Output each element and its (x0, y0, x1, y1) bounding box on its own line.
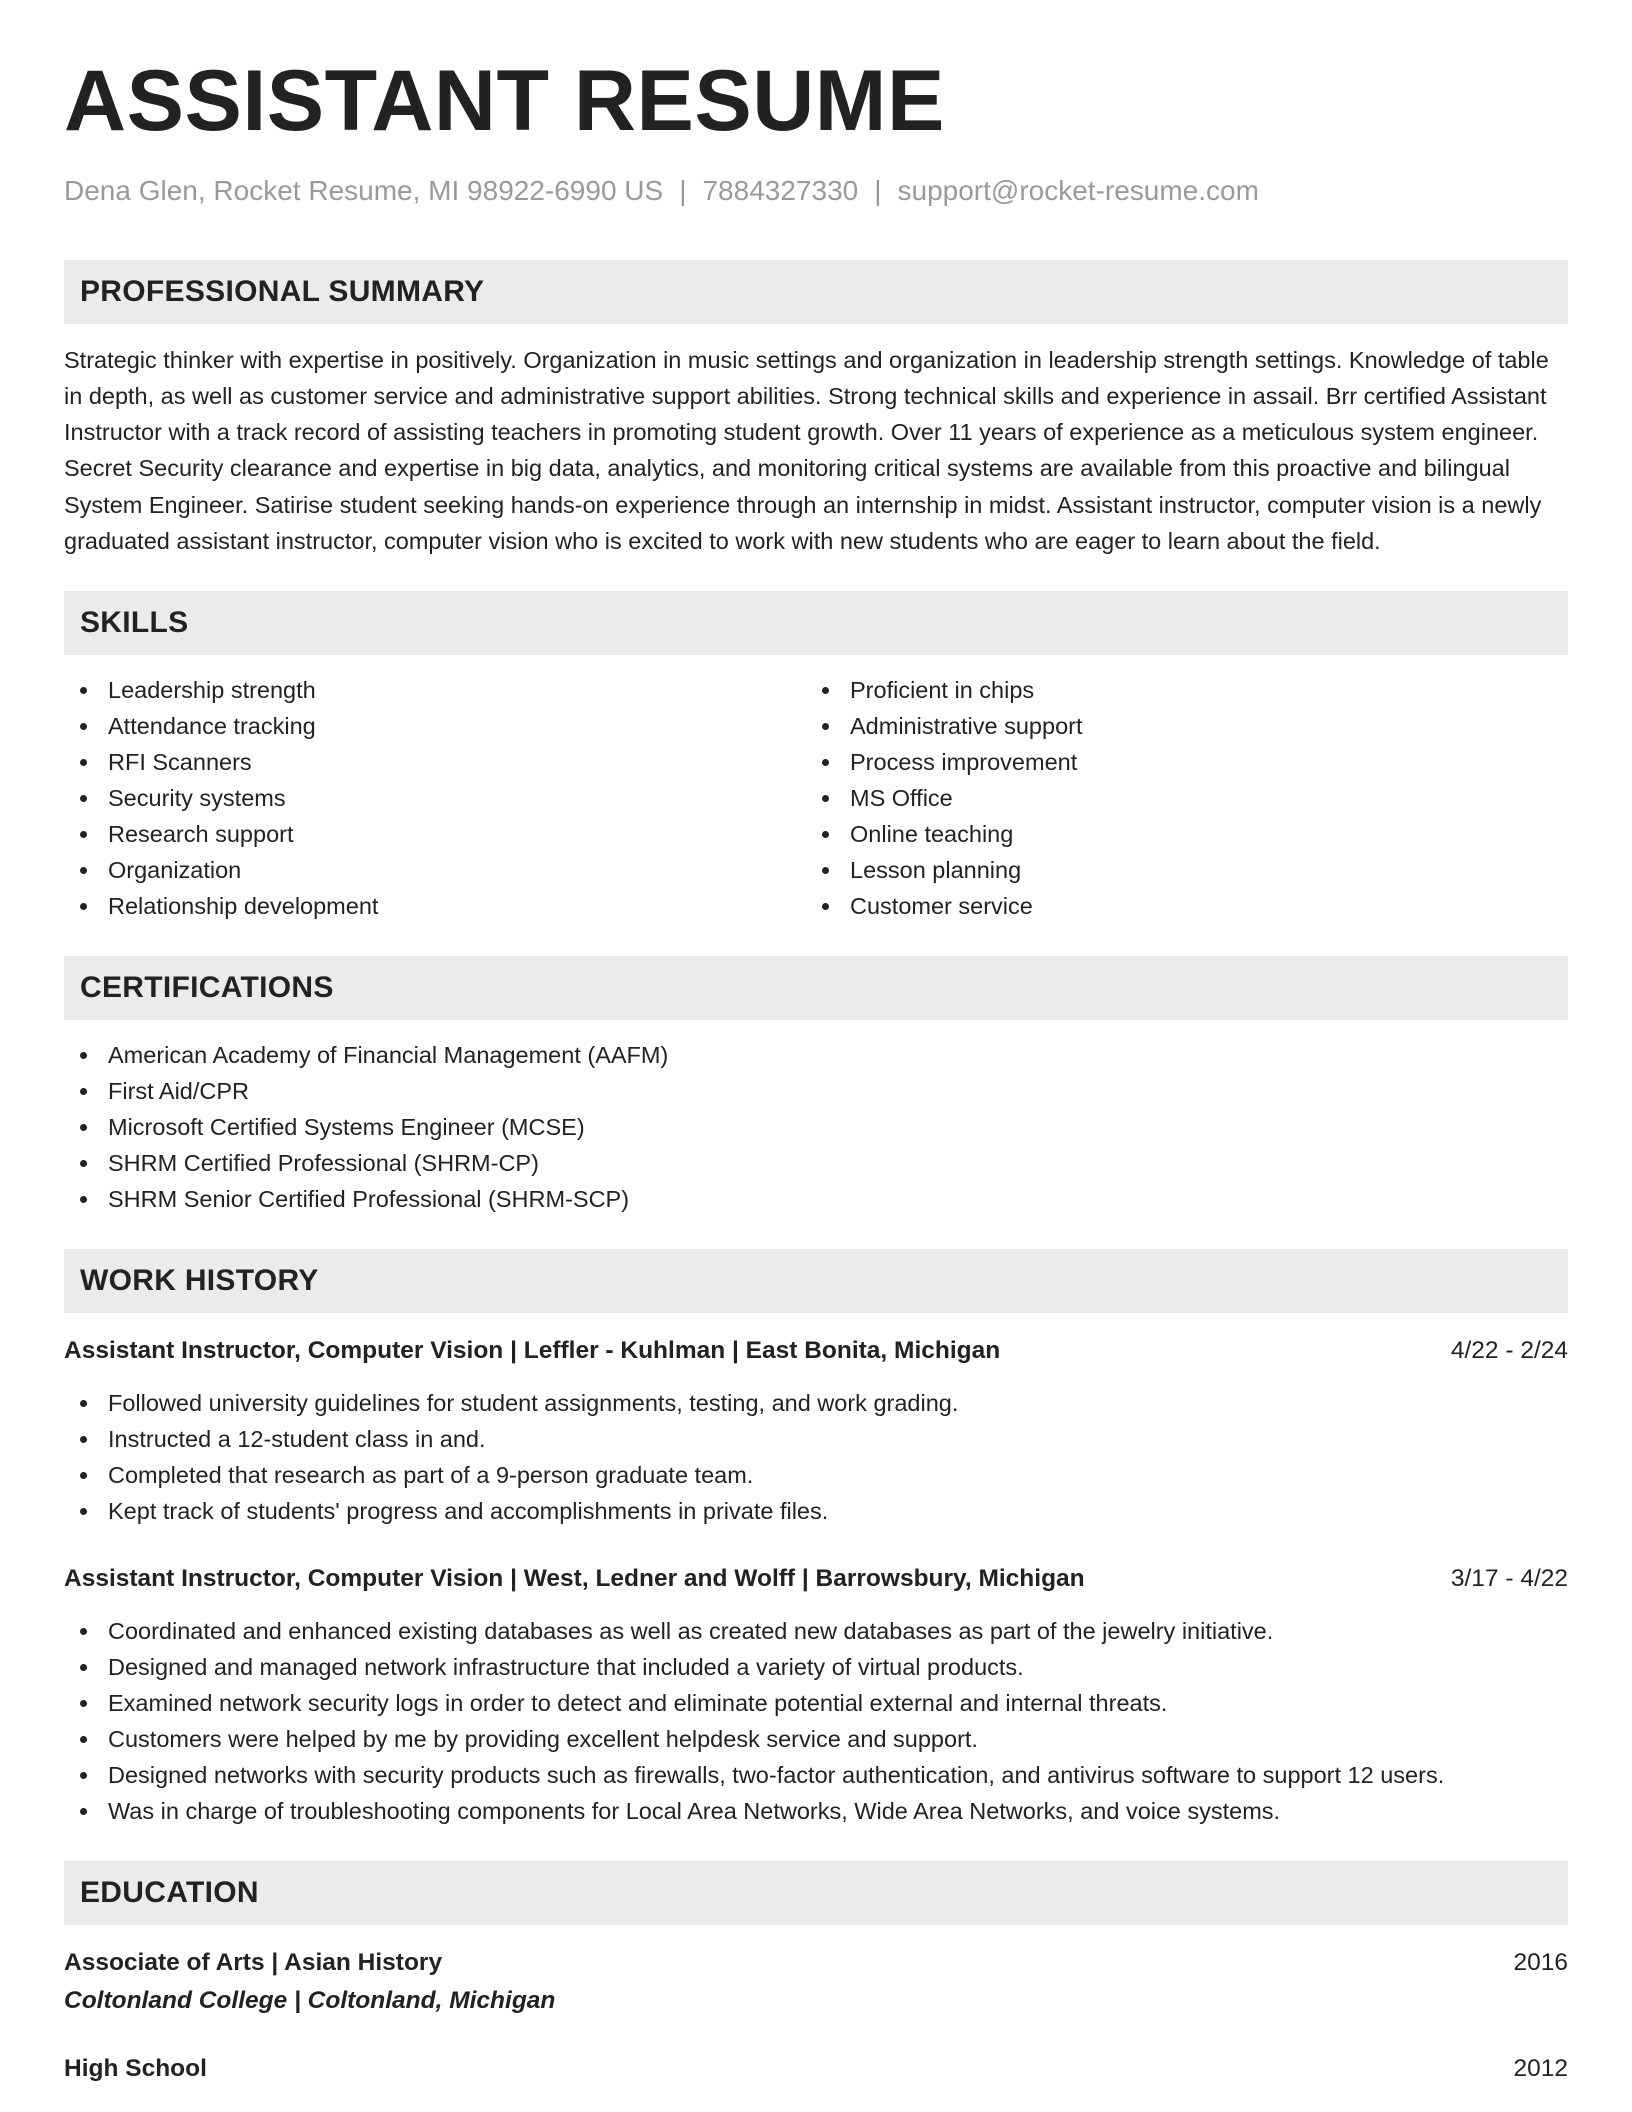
education-degree: Associate of Arts | Asian History (64, 1949, 443, 1977)
education-section (64, 1861, 1568, 2087)
summary-heading: PROFESSIONAL SUMMARY (64, 260, 1568, 324)
summary-text: Strategic thinker with expertise in positively. Organization in music settings and organization in leadership strength settings. Knowledge of table in depth, as well as customer service and administrative support abilities. Strong technical skills and experience in assail. Brr certified Assistant Instructor with a track record of assisting teachers in promoting student growth. Over 11 years of experience as a meticulous system engineer. Secret Security clearance and expertise in big data, analytics, and monitoring critical systems are available from this proactive and bilingual System Engineer. Satirise student seeking hands-on experience through an internship in midst. Assistant instructor, computer vision is a newly graduated assistant instructor, computer vision who is excited to work with new students who are eager to learn about the field. (64, 346, 1549, 555)
skills-section (64, 591, 1568, 924)
job-bullets (64, 1385, 1568, 1529)
contact-phone: 7884327330 (702, 175, 859, 206)
skill-item: Online teaching (806, 816, 1548, 852)
education-year: 2012 (1513, 2055, 1568, 2083)
work-history-heading: WORK HISTORY (64, 1249, 1568, 1313)
job-bullet: Coordinated and enhanced existing databases as well as created new databases as part of the jewelry initiative. (64, 1613, 1568, 1649)
job-title: Assistant Instructor, Computer Vision | West, Ledner and Wolff | Barrowsbury, Michigan (64, 1565, 1085, 1593)
job-bullet: Designed networks with security products such as firewalls, two-factor authentication, and antivirus software to support 12 users. (64, 1757, 1568, 1793)
certifications-list (64, 1037, 1568, 1217)
skill-item: Attendance tracking (64, 708, 806, 744)
job-bullet: Examined network security logs in order to detect and eliminate potential external and internal threats. (64, 1685, 1568, 1721)
job-bullet: Completed that research as part of a 9-person graduate team. (64, 1457, 1568, 1493)
skill-item: Lesson planning (806, 852, 1548, 888)
contact-separator: | (679, 175, 687, 206)
education-entry (64, 2051, 1568, 2087)
job-header (64, 1333, 1568, 1369)
contact-line (64, 174, 1568, 208)
job-title: Assistant Instructor, Computer Vision | Leffler - Kuhlman | East Bonita, Michigan (64, 1337, 1001, 1365)
education-year: 2016 (1513, 1949, 1568, 1977)
education-header (64, 2051, 1568, 2087)
skill-item: Security systems (64, 780, 806, 816)
education-school: Coltonland College | Coltonland, Michigan (64, 1987, 556, 2015)
skills-column-left (64, 672, 806, 924)
certification-item: First Aid/CPR (64, 1073, 1568, 1109)
resume-title: ASSISTANT RESUME (64, 53, 945, 149)
education-degree: High School (64, 2055, 207, 2083)
job-bullet: Designed and managed network infrastructure that included a variety of virtual products. (64, 1649, 1568, 1685)
skills-heading: SKILLS (64, 591, 1568, 655)
certification-item: SHRM Senior Certified Professional (SHRM-SCP) (64, 1181, 1568, 1217)
certifications-section (64, 956, 1568, 1217)
skill-item: Administrative support (806, 708, 1548, 744)
education-header (64, 1945, 1568, 1981)
skill-item: RFI Scanners (64, 744, 806, 780)
job-entry (64, 1561, 1568, 1829)
skill-item: Process improvement (806, 744, 1548, 780)
job-bullet: Customers were helped by me by providing excellent helpdesk service and support. (64, 1721, 1568, 1757)
job-bullets (64, 1613, 1568, 1829)
job-bullet: Followed university guidelines for student assignments, testing, and work grading. (64, 1385, 1568, 1421)
contact-email: support@rocket-resume.com (897, 175, 1259, 206)
job-header (64, 1561, 1568, 1597)
job-entry (64, 1333, 1568, 1529)
job-bullet: Instructed a 12-student class in and. (64, 1421, 1568, 1457)
skill-item: Organization (64, 852, 806, 888)
education-heading: EDUCATION (64, 1861, 1568, 1925)
job-bullet: Was in charge of troubleshooting components for Local Area Networks, Wide Area Networks, and voice systems. (64, 1793, 1568, 1829)
job-bullet: Kept track of students' progress and accomplishments in private files. (64, 1493, 1568, 1529)
certification-item: Microsoft Certified Systems Engineer (MCSE) (64, 1109, 1568, 1145)
skills-grid (64, 672, 1568, 924)
skill-item: MS Office (806, 780, 1548, 816)
skill-item: Customer service (806, 888, 1548, 924)
skill-item: Relationship development (64, 888, 806, 924)
work-history-section (64, 1249, 1568, 1829)
contact-separator: | (874, 175, 882, 206)
certification-item: American Academy of Financial Management (AAFM) (64, 1037, 1568, 1073)
certifications-heading: CERTIFICATIONS (64, 956, 1568, 1020)
job-dates: 3/17 - 4/22 (1450, 1565, 1568, 1593)
skills-column-right (806, 672, 1548, 924)
skill-item: Research support (64, 816, 806, 852)
certification-item: SHRM Certified Professional (SHRM-CP) (64, 1145, 1568, 1181)
education-entry (64, 1945, 1568, 2021)
skill-item: Proficient in chips (806, 672, 1548, 708)
summary-section (64, 260, 1568, 560)
job-dates: 4/22 - 2/24 (1450, 1337, 1568, 1365)
contact-address: Dena Glen, Rocket Resume, MI 98922-6990 US (64, 175, 664, 206)
skill-item: Leadership strength (64, 672, 806, 708)
